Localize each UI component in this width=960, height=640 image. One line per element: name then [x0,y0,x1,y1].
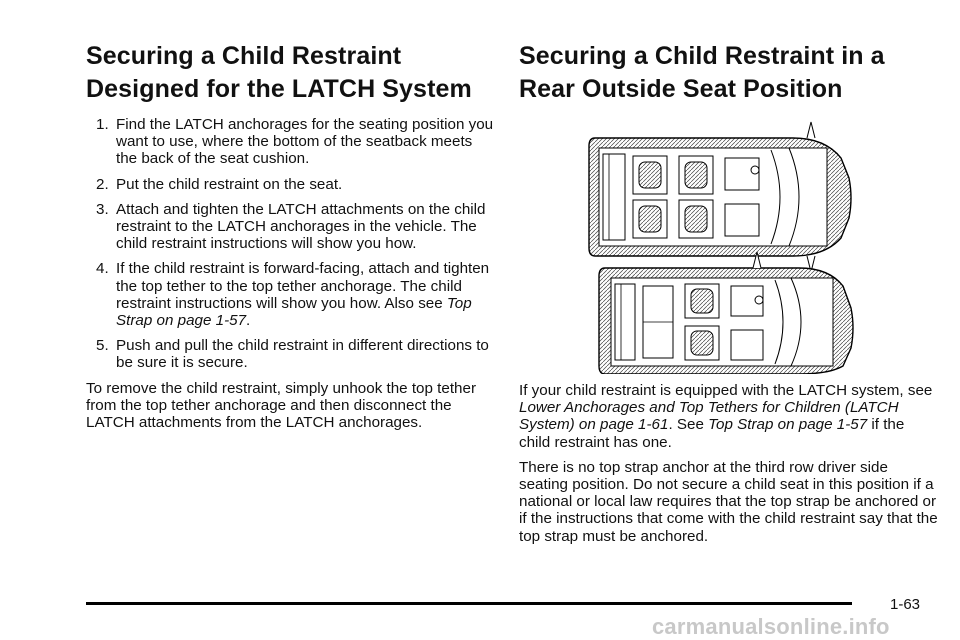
latch-reference-paragraph: If your child restraint is equipped with the LATCH system, see Lower Anchorages and Top Tethers for Children (LATCH System) on page 1-61. See Top Strap on page 1-57 if the child restraint has one. [519,382,933,451]
page-number: 1-63 [890,596,921,613]
top-strap-reference-link[interactable]: Top Strap on page 1-57 [708,416,868,434]
right-heading: Securing a Child Restraint in a Rear Outside Seat Position [519,42,885,103]
vehicle-seating-diagram [575,118,875,374]
third-row-warning-paragraph: There is no top strap anchor at the third row driver side seating position. Do not secure a child seat in this position if a national or local law requires that the top strap be anchored or if the instructions that come with the child restraint say that the top strap must be anchored. [519,458,938,545]
right-column [519,40,939,553]
left-heading: Securing a Child Restraint Designed for the LATCH System [86,42,472,103]
vehicle-diagram-svg [575,118,875,374]
latch-steps-list [86,116,496,372]
list-item: 3. Attach and tighten the LATCH attachments on the child restraint to the LATCH anchorages in the vehicle. The child restraint instructions will show you how. [96,200,486,253]
lower-vehicle-top-view [599,252,853,374]
list-item: 1. Find the LATCH anchorages for the seating position you want to use, where the bottom of the seatback meets the back of the seat cushion. [96,116,494,168]
footer-rule [86,602,852,605]
upper-vehicle-top-view [589,122,851,272]
watermark: carmanualsonline.info [652,614,890,639]
latch-system-reference-link[interactable]: Lower Anchorages and Top Tethers for Children (LATCH System) on page 1-61 [519,399,899,434]
list-item: 5. Push and pull the child restraint in different directions to be sure it is secure. [96,337,489,372]
left-column [86,40,496,439]
top-strap-reference-link[interactable]: Top Strap on page 1-57 [116,294,472,330]
list-item: 2. Put the child restraint on the seat. [96,175,343,193]
removal-paragraph: To remove the child restraint, simply unhook the top tether from the top tether anchorage and then disconnect the LATCH attachments from the LATCH anchorages. [86,379,477,432]
list-item: 4. If the child restraint is forward-facing, attach and tighten the top tether to the top tether anchorage. The child restraint instructions will show you how. Also see Top Strap on page 1-57. [96,260,490,330]
